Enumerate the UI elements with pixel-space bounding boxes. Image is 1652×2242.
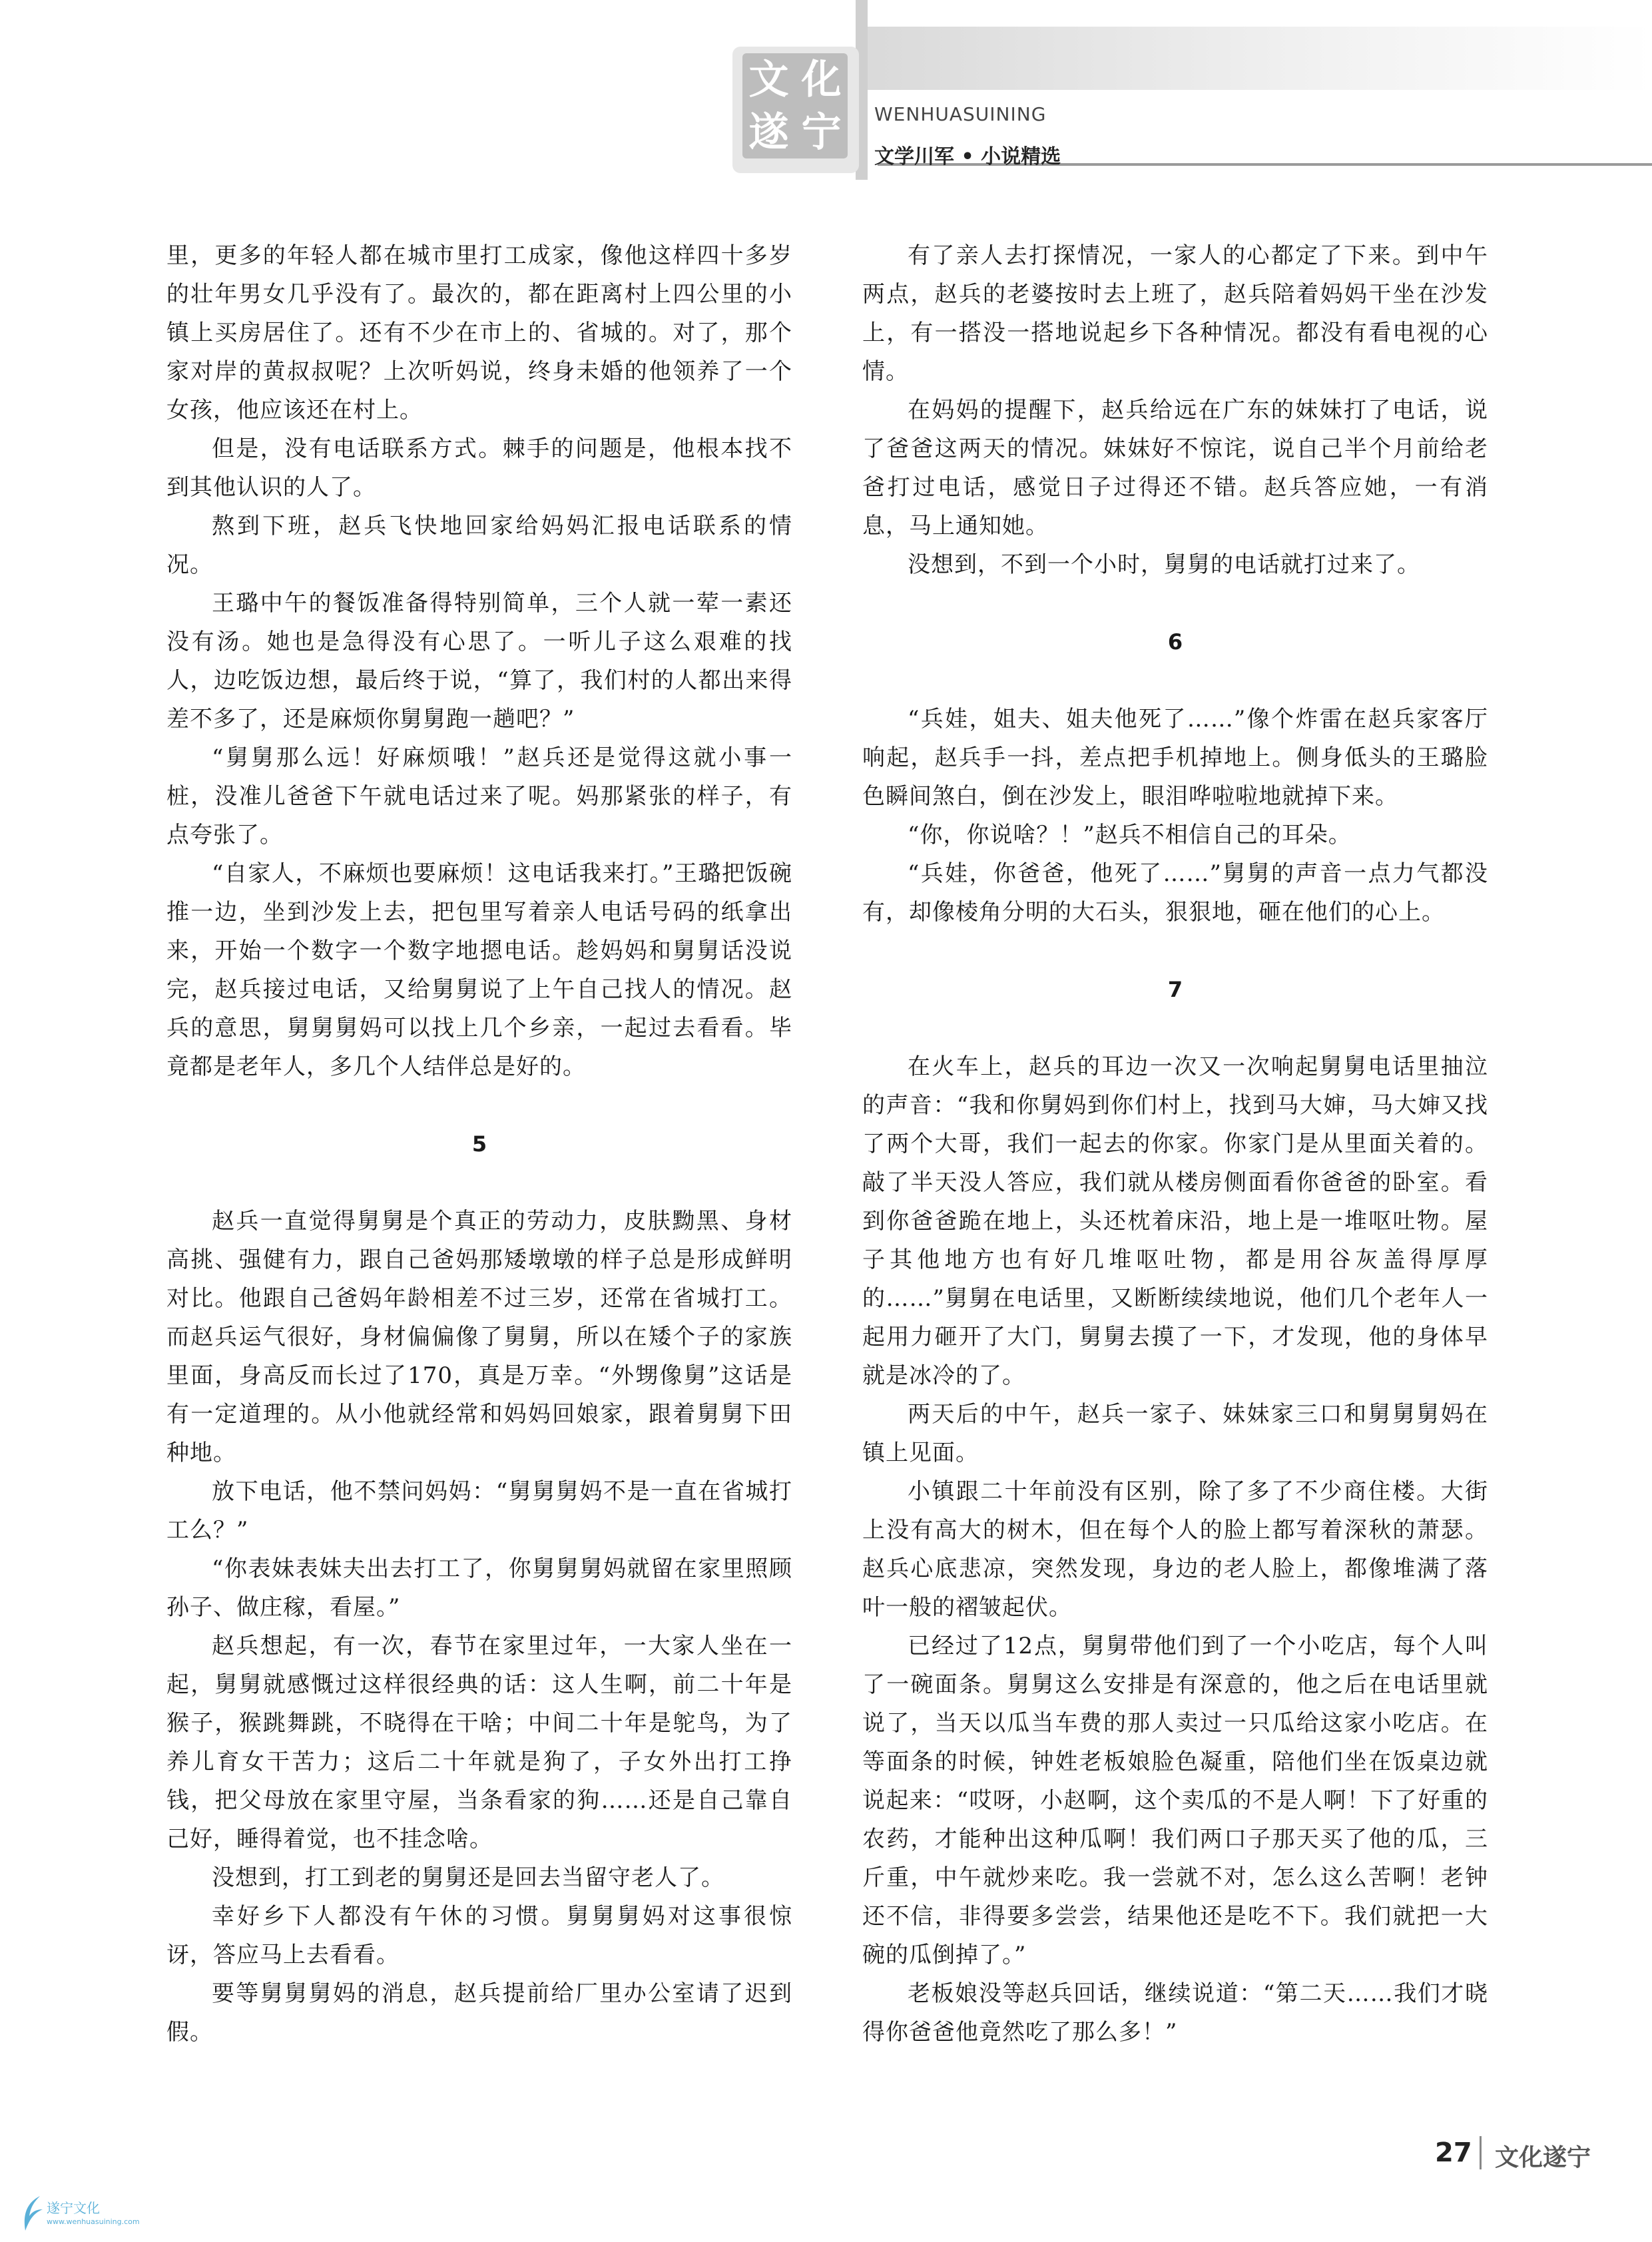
paragraph: 老板娘没等赵兵回话，继续说道：“第二天……我们才晓得你爸爸他竟然吃了那么多！” <box>862 1980 1488 2046</box>
paragraph: 幸好乡下人都没有午休的习惯。舅舅舅妈对这事很惊讶，答应马上去看看。 <box>166 1903 792 1968</box>
page-number: 27 <box>1435 2137 1472 2168</box>
paragraph: 但是，没有电话联系方式。棘手的问题是，他根本找不到其他认识的人了。 <box>166 435 792 501</box>
paragraph: 赵兵想起，有一次，春节在家里过年，一大家人坐在一起，舅舅就感慨过这样很经典的话：这人生啊，前二十年是猴子，猴跳舞跳，不晓得在干啥；中间二十年是鸵鸟，为了养儿育女干苦力；这后二十年就是狗了，子女外出打工挣钱，把父母放在家里守屋，当条看家的狗……还是自己靠自己好，睡得着觉，也不挂念啥。 <box>166 1633 792 1852</box>
right-column <box>862 236 1488 2052</box>
seal-char-4: 宁 <box>801 109 842 156</box>
paragraph: 有了亲人去打探情况，一家人的心都定了下来。到中午两点，赵兵的老婆按时去上班了，赵兵陪着妈妈干坐在沙发上，有一搭没一搭地说起乡下各种情况。都没有看电视的心情。 <box>862 242 1488 385</box>
left-column <box>166 236 792 2052</box>
paragraph: “兵娃，你爸爸，他死了……”舅舅的声音一点力气都没有，却像棱角分明的大石头，狠狠地，砸在他们的心上。 <box>862 860 1488 926</box>
watermark-url: www.wenhuasuining.com <box>47 2217 140 2226</box>
footer-separator <box>1480 2136 1482 2169</box>
header-band <box>856 27 1652 90</box>
paragraph: “兵娃，姐夫、姐夫他死了……”像个炸雷在赵兵家客厅响起，赵兵手一抖，差点把手机掉地上。侧身低头的王璐脸色瞬间煞白，倒在沙发上，眼泪哗啦啦地就掉下来。 <box>862 706 1488 810</box>
magazine-seal-logo <box>742 53 848 158</box>
section-title: 文学川军 • 小说精选 <box>874 145 1061 168</box>
paragraph: 要等舅舅舅妈的消息，赵兵提前给厂里办公室请了迟到假。 <box>166 1980 792 2046</box>
paragraph: 在妈妈的提醒下，赵兵给远在广东的妹妹打了电话，说了爸爸这两天的情况。妹妹好不惊诧，说自己半个月前给老爸打过电话，感觉日子过得还不错。赵兵答应她，一有消息，马上通知她。 <box>862 397 1488 539</box>
paragraph: 熬到下班，赵兵飞快地回家给妈妈汇报电话联系的情况。 <box>166 513 792 578</box>
paragraph: 里，更多的年轻人都在城市里打工成家，像他这样四十多岁的壮年男女几乎没有了。最次的，都在距离村上四公里的小镇上买房居住了。还有不少在市上的、省城的。对了，那个家对岸的黄叔叔呢？上次听妈说，终身未婚的他领养了一个女孩，他应该还在村上。 <box>166 242 792 423</box>
chapter-number: 6 <box>1167 629 1183 655</box>
paragraph: “你，你说啥？！”赵兵不相信自己的耳朵。 <box>908 822 1352 848</box>
seal-char-2: 化 <box>801 56 842 103</box>
paragraph: “自家人，不麻烦也要麻烦！这电话我来打。”王璐把饭碗推一边，坐到沙发上去，把包里写着亲人电话号码的纸拿出来，开始一个数字一个数字地摁电话。趁妈妈和舅舅话没说完，赵兵接过电话，又给舅舅说了上午自己找人的情况。赵兵的意思，舅舅舅妈可以找上几个乡亲，一起过去看看。毕竟都是老年人，多几个人结伴总是好的。 <box>166 860 792 1080</box>
seal-char-1: 文 <box>748 56 789 103</box>
chapter-number: 7 <box>1167 977 1183 1002</box>
paragraph: “舅舅那么远！好麻烦哦！”赵兵还是觉得这就小事一桩，没准儿爸爸下午就电话过来了呢。妈那紧张的样子，有点夸张了。 <box>166 744 792 848</box>
paragraph: 两天后的中午，赵兵一家子、妹妹家三口和舅舅舅妈在镇上见面。 <box>862 1401 1488 1466</box>
paragraph: 赵兵一直觉得舅舅是个真正的劳动力，皮肤黝黑、身材高挑、强健有力，跟自己爸妈那矮墩墩的样子总是形成鲜明对比。他跟自己爸妈年龄相差不过三岁，还常在省城打工。而赵兵运气很好，身材偏偏像了舅舅，所以在矮个子的家族里面，身高反而长过了170，真是万幸。“外甥像舅”这话是有一定道理的。从小他就经常和妈妈回娘家，跟着舅舅下田种地。 <box>166 1208 792 1466</box>
seal-char-3: 遂 <box>748 109 789 156</box>
footer-magazine-name: 文化遂宁 <box>1495 2143 1591 2171</box>
chapter-number: 5 <box>471 1131 487 1157</box>
watermark-logo <box>20 2191 166 2237</box>
paragraph: 放下电话，他不禁问妈妈：“舅舅舅妈不是一直在省城打工么？” <box>166 1478 792 1543</box>
paragraph: 王璐中午的餐饭准备得特别简单，三个人就一荤一素还没有汤。她也是急得没有心思了。一听儿子这么艰难的找人，边吃饭边想，最后终于说，“算了，我们村的人都出来得差不多了，还是麻烦你舅舅跑一趟吧？” <box>166 590 792 732</box>
paragraph: 没想到，打工到老的舅舅还是回去当留守老人了。 <box>212 1864 724 1891</box>
paragraph: “你表妹表妹夫出去打工了，你舅舅舅妈就留在家里照顾孙子、做庄稼，看屋。” <box>166 1555 792 1621</box>
wing-icon <box>20 2193 44 2233</box>
watermark-text: 遂宁文化 <box>47 2200 100 2216</box>
paragraph: 没想到，不到一个小时，舅舅的电话就打过来了。 <box>908 551 1420 578</box>
paragraph: 已经过了12点，舅舅带他们到了一个小吃店，每个人叫了一碗面条。舅舅这么安排是有深意的，他之后在电话里就说了，当天以瓜当车费的那人卖过一只瓜给这家小吃店。在等面条的时候，钟姓老板娘脸色凝重，陪他们坐在饭桌边就说起来：“哎呀，小赵啊，这个卖瓜的不是人啊！下了好重的农药，才能种出这种瓜啊！我们两口子那天买了他的瓜，三斤重，中午就炒来吃。我一尝就不对，怎么这么苦啊！老钟还不信，非得要多尝尝，结果他还是吃不下。我们就把一大碗的瓜倒掉了。” <box>862 1633 1488 1968</box>
magazine-english-name: WENHUASUINING <box>874 103 1047 125</box>
paragraph: 在火车上，赵兵的耳边一次又一次响起舅舅电话里抽泣的声音：“我和你舅妈到你们村上，找到马大婶，马大婶又找了两个大哥，我们一起去的你家。你家门是从里面关着的。敲了半天没人答应，我们就从楼房侧面看你爸爸的卧室。看到你爸爸跪在地上，头还枕着床沿，地上是一堆呕吐物。屋子其他地方也有好几堆呕吐物，都是用谷灰盖得厚厚的……”舅舅在电话里，又断断续续地说，他们几个老年人一起用力砸开了大门，舅舅去摸了一下，才发现，他的身体早就是冰冷的了。 <box>862 1053 1488 1389</box>
paragraph: 小镇跟二十年前没有区别，除了多了不少商住楼。大街上没有高大的树木，但在每个人的脸上都写着深秋的萧瑟。赵兵心底悲凉，突然发现，身边的老人脸上，都像堆满了落叶一般的褶皱起伏。 <box>862 1478 1488 1621</box>
